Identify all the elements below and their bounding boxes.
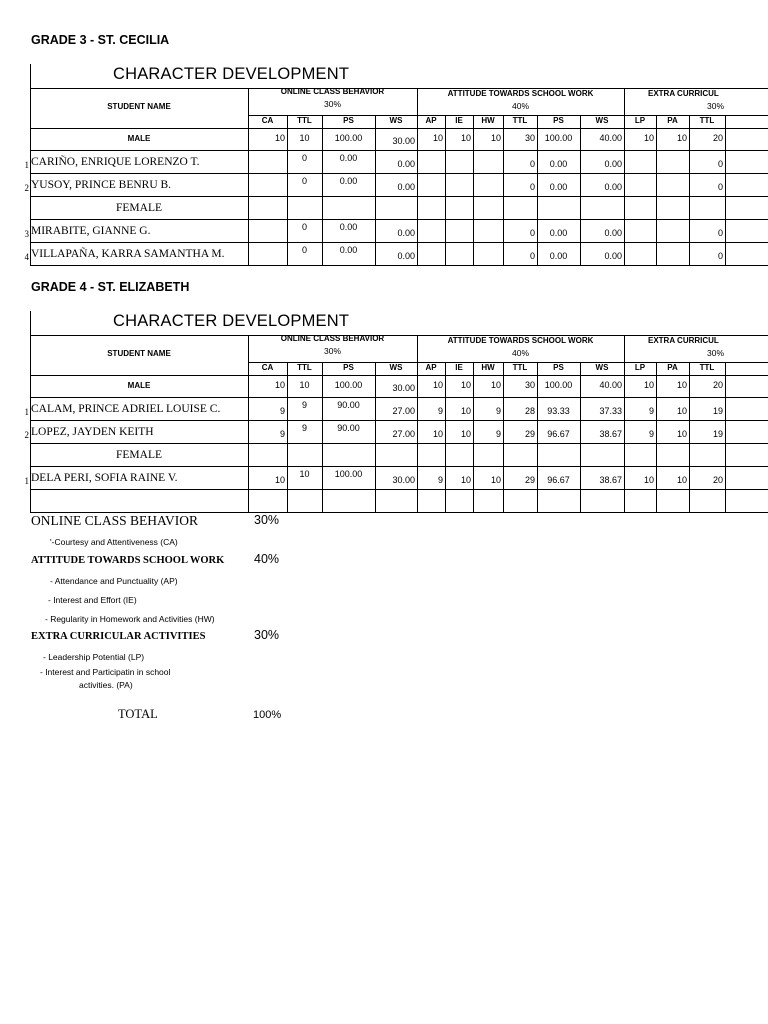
student-name: MIRABITE, GIANNE G. — [31, 225, 151, 237]
score-cell: 0.00 — [604, 182, 622, 192]
max-score-cell: 40.00 — [599, 380, 622, 390]
score-cell: 20 — [712, 475, 723, 485]
score-cell: 0 — [301, 176, 307, 186]
table-rule — [375, 362, 376, 512]
legend-attitude-title: ATTITUDE TOWARDS SCHOOL WORK — [31, 555, 225, 566]
table-rule — [248, 335, 249, 512]
subcol-ap: AP — [425, 363, 437, 372]
max-score-cell: 10 — [274, 133, 285, 143]
subcol-lp: LP — [634, 363, 646, 372]
table-rule — [725, 362, 726, 512]
subcol-ap: AP — [425, 116, 437, 125]
subcol-pa: PA — [667, 363, 678, 372]
max-score-cell: 10 — [460, 133, 471, 143]
score-cell: 9 — [495, 429, 501, 439]
score-cell: 0.00 — [549, 228, 568, 238]
table-rule — [30, 242, 768, 243]
table-rule — [689, 362, 690, 512]
legend-extra-title: EXTRA CURRICULAR ACTIVITIES — [31, 631, 206, 642]
subcol-ie: IE — [455, 363, 463, 372]
student-name: LOPEZ, JAYDEN KEITH — [31, 426, 154, 438]
subcol-ps: PS — [553, 116, 564, 125]
table-rule — [580, 115, 581, 265]
score-cell: 9 — [437, 475, 443, 485]
score-cell: 93.33 — [547, 406, 570, 416]
score-cell: 96.67 — [547, 429, 570, 439]
subcol-ie: IE — [455, 116, 463, 125]
score-cell: 10 — [460, 406, 471, 416]
score-cell: 9 — [648, 406, 654, 416]
table-rule — [503, 362, 504, 512]
table-rule — [30, 128, 768, 129]
table-rule — [30, 420, 768, 421]
female-label: FEMALE — [116, 202, 162, 214]
legend-extra-item: - Interest and Participatin in school — [40, 667, 171, 677]
character-development-title: CHARACTER DEVELOPMENT — [113, 312, 350, 330]
table-rule — [656, 362, 657, 512]
legend-attitude-item: - Attendance and Punctuality (AP) — [50, 576, 178, 586]
attitude-towards-school-work-header: ATTITUDE TOWARDS SCHOOL WORK — [447, 89, 594, 98]
max-score-cell: 10 — [432, 380, 443, 390]
online-class-behavior-weight: 30% — [323, 346, 341, 356]
score-cell: 0.00 — [604, 228, 622, 238]
legend-total-pct: 100% — [253, 709, 282, 721]
row-number: 4 — [24, 252, 29, 262]
score-cell: 0 — [529, 159, 535, 169]
legend-online-pct: 30% — [254, 513, 280, 527]
row-number: 2 — [24, 430, 29, 440]
table-rule — [445, 115, 446, 265]
subcol-ws: WS — [595, 116, 609, 125]
legend-extra-item: - Leadership Potential (LP) — [43, 652, 145, 662]
score-cell: 0.00 — [549, 182, 568, 192]
subcol-ca: CA — [261, 116, 274, 125]
score-cell: 10 — [676, 475, 687, 485]
score-cell: 19 — [712, 406, 723, 416]
male-label: MALE — [127, 381, 151, 390]
subcol-ps: PS — [343, 363, 354, 372]
score-cell: 90.00 — [337, 423, 360, 433]
max-score-cell: 10 — [490, 380, 501, 390]
subcol-ws: WS — [595, 363, 609, 372]
subcol-hw: HW — [481, 363, 495, 372]
legend-attitude-item: - Regularity in Homework and Activities (HW) — [45, 614, 215, 624]
table-rule — [30, 173, 768, 174]
score-cell: 10 — [299, 469, 310, 479]
table-rule — [30, 397, 768, 398]
table-rule — [30, 443, 768, 444]
table-rule — [503, 115, 504, 265]
table-rule — [624, 88, 625, 265]
max-score-cell: 10 — [490, 133, 501, 143]
max-score-cell: 30.00 — [392, 136, 415, 146]
table-rule — [689, 115, 690, 265]
row-number: 1 — [24, 476, 29, 486]
score-cell: 0 — [717, 251, 723, 261]
character-development-title: CHARACTER DEVELOPMENT — [113, 65, 350, 83]
max-score-cell: 10 — [460, 380, 471, 390]
score-cell: 10 — [676, 406, 687, 416]
score-cell: 10 — [460, 475, 471, 485]
score-cell: 9 — [301, 400, 307, 410]
score-cell: 27.00 — [392, 429, 415, 439]
max-score-cell: 30 — [524, 133, 535, 143]
row-number: 2 — [24, 183, 29, 193]
score-cell: 100.00 — [334, 469, 363, 479]
score-cell: 0.00 — [339, 222, 358, 232]
section-title-grade-4: GRADE 4 - ST. ELIZABETH — [31, 280, 190, 294]
score-cell: 9 — [648, 429, 654, 439]
max-score-cell: 20 — [712, 380, 723, 390]
online-class-behavior-weight: 30% — [323, 99, 341, 109]
score-cell: 0 — [529, 228, 535, 238]
table-rule — [375, 115, 376, 265]
max-score-cell: 20 — [712, 133, 723, 143]
score-cell: 0.00 — [549, 251, 568, 261]
table-rule — [30, 466, 768, 467]
score-cell: 0.00 — [339, 176, 358, 186]
legend-total-label: TOTAL — [118, 707, 158, 721]
score-cell: 38.67 — [599, 429, 622, 439]
score-cell: 9 — [301, 423, 307, 433]
table-rule — [624, 335, 625, 512]
section-title-grade-3: GRADE 3 - ST. CECILIA — [31, 33, 170, 47]
max-score-cell: 100.00 — [544, 380, 573, 390]
score-cell: 0.00 — [339, 245, 358, 255]
table-rule — [580, 362, 581, 512]
extra-curricular-header: EXTRA CURRICUL — [648, 89, 719, 98]
table-rule — [30, 196, 768, 197]
max-score-cell: 10 — [676, 380, 687, 390]
score-cell: 9 — [437, 406, 443, 416]
student-name: CARIÑO, ENRIQUE LORENZO T. — [31, 156, 200, 168]
score-cell: 9 — [495, 406, 501, 416]
score-cell: 10 — [460, 429, 471, 439]
score-cell: 30.00 — [392, 475, 415, 485]
max-score-cell: 10 — [643, 380, 654, 390]
subcol-ttl: TTL — [512, 116, 528, 125]
max-score-cell: 100.00 — [544, 133, 573, 143]
subcol-ttl: TTL — [699, 116, 715, 125]
grade-4-character-table — [0, 311, 768, 513]
attitude-weight: 40% — [511, 348, 529, 358]
score-cell: 29 — [524, 475, 535, 485]
score-cell: 0 — [529, 182, 535, 192]
online-class-behavior-header: ONLINE CLASS BEHAVIOR — [280, 87, 385, 96]
table-rule — [473, 115, 474, 265]
male-label: MALE — [127, 134, 151, 143]
max-score-cell: 10 — [299, 133, 310, 143]
table-rule — [417, 335, 418, 512]
score-cell: 29 — [524, 429, 535, 439]
legend-extra-pct: 30% — [254, 628, 280, 642]
max-score-cell: 30.00 — [392, 383, 415, 393]
legend-attitude-item: - Interest and Effort (IE) — [48, 595, 137, 605]
max-score-cell: 10 — [643, 133, 654, 143]
subcol-ws: WS — [389, 363, 403, 372]
subcol-ps: PS — [343, 116, 354, 125]
max-score-cell: 40.00 — [599, 133, 622, 143]
score-cell: 10 — [643, 475, 654, 485]
extra-curricular-weight: 30% — [707, 348, 725, 358]
score-cell: 0 — [301, 245, 307, 255]
max-score-cell: 10 — [432, 133, 443, 143]
score-cell: 0.00 — [549, 159, 568, 169]
subcol-lp: LP — [634, 116, 646, 125]
legend-extra-item: activities. (PA) — [79, 680, 133, 690]
score-cell: 0.00 — [339, 153, 358, 163]
table-rule — [473, 362, 474, 512]
score-cell: 38.67 — [599, 475, 622, 485]
max-score-cell: 30 — [524, 380, 535, 390]
score-cell: 0 — [717, 228, 723, 238]
extra-curricular-header: EXTRA CURRICUL — [648, 336, 719, 345]
score-cell: 10 — [676, 429, 687, 439]
score-cell: 19 — [712, 429, 723, 439]
table-rule — [656, 115, 657, 265]
score-cell: 10 — [432, 429, 443, 439]
score-cell: 0.00 — [397, 159, 415, 169]
online-class-behavior-header: ONLINE CLASS BEHAVIOR — [280, 334, 385, 343]
subcol-ca: CA — [261, 363, 274, 372]
score-cell: 9 — [279, 429, 285, 439]
score-cell: 10 — [490, 475, 501, 485]
score-cell: 37.33 — [599, 406, 622, 416]
table-rule — [30, 265, 768, 266]
score-cell: 0.00 — [604, 251, 622, 261]
score-cell: 0.00 — [604, 159, 622, 169]
score-cell: 9 — [279, 406, 285, 416]
legend-online-item: '-Courtesy and Attentiveness (CA) — [50, 537, 178, 547]
table-rule — [248, 88, 249, 265]
student-name: DELA PERI, SOFIA RAINE V. — [31, 472, 178, 484]
subcol-ttl: TTL — [699, 363, 715, 372]
score-cell: 96.67 — [547, 475, 570, 485]
max-score-cell: 100.00 — [334, 380, 363, 390]
table-rule — [725, 115, 726, 265]
score-cell: 90.00 — [337, 400, 360, 410]
table-rule — [417, 88, 418, 265]
table-rule — [30, 219, 768, 220]
max-score-cell: 10 — [299, 380, 310, 390]
subcol-ws: WS — [389, 116, 403, 125]
score-cell: 0.00 — [397, 182, 415, 192]
score-cell: 0.00 — [397, 228, 415, 238]
student-name: VILLAPAÑA, KARRA SAMANTHA M. — [31, 248, 225, 260]
score-cell: 27.00 — [392, 406, 415, 416]
student-name-header: STUDENT NAME — [107, 349, 171, 358]
student-name: YUSOY, PRINCE BENRU B. — [31, 179, 172, 191]
female-label: FEMALE — [116, 449, 162, 461]
subcol-hw: HW — [481, 116, 495, 125]
student-name: CALAM, PRINCE ADRIEL LOUISE C. — [31, 403, 221, 415]
score-cell: 0 — [301, 222, 307, 232]
row-number: 1 — [24, 160, 29, 170]
score-cell: 0.00 — [397, 251, 415, 261]
score-cell: 28 — [524, 406, 535, 416]
row-number: 3 — [24, 229, 29, 239]
score-cell: 10 — [274, 475, 285, 485]
legend-attitude-pct: 40% — [254, 552, 280, 566]
score-cell: 0 — [717, 182, 723, 192]
max-score-cell: 10 — [676, 133, 687, 143]
student-name-header: STUDENT NAME — [107, 102, 171, 111]
table-rule — [30, 150, 768, 151]
table-rule — [30, 489, 768, 490]
subcol-ttl: TTL — [512, 363, 528, 372]
row-number: 1 — [24, 407, 29, 417]
table-rule — [30, 375, 768, 376]
subcol-ps: PS — [553, 363, 564, 372]
table-rule — [445, 362, 446, 512]
max-score-cell: 10 — [274, 380, 285, 390]
attitude-weight: 40% — [511, 101, 529, 111]
score-cell: 0 — [529, 251, 535, 261]
subcol-pa: PA — [667, 116, 678, 125]
subcol-ttl: TTL — [297, 116, 312, 125]
score-cell: 0 — [301, 153, 307, 163]
max-score-cell: 100.00 — [334, 133, 363, 143]
grade-3-character-table — [0, 64, 768, 266]
extra-curricular-weight: 30% — [707, 101, 725, 111]
legend-online-title: ONLINE CLASS BEHAVIOR — [31, 513, 199, 528]
subcol-ttl: TTL — [297, 363, 312, 372]
attitude-towards-school-work-header: ATTITUDE TOWARDS SCHOOL WORK — [447, 336, 594, 345]
score-cell: 0 — [717, 159, 723, 169]
